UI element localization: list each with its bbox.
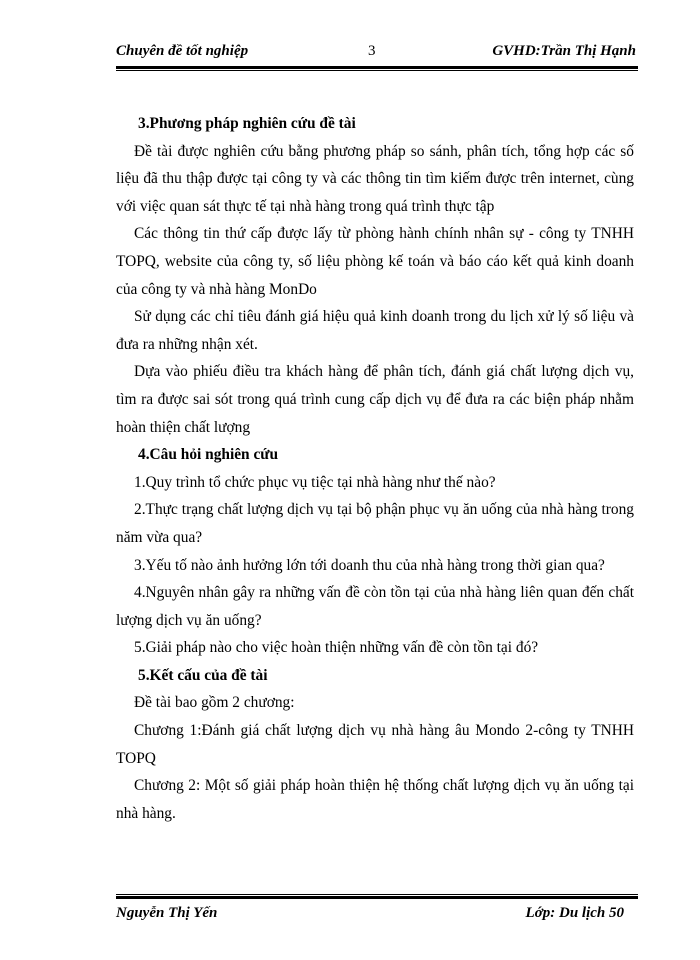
research-question: 3.Yếu tố nào ảnh hưởng lớn tới doanh thu của nhà hàng trong thời gian qua? bbox=[134, 556, 605, 574]
section-3-heading: 3.Phương pháp nghiên cứu đề tài bbox=[138, 115, 356, 132]
section-4-heading: 4.Câu hỏi nghiên cứu bbox=[138, 446, 279, 464]
research-question: 1.Quy trình tổ chức phục vụ tiệc tại nhà hàng như thế nào? bbox=[134, 473, 496, 491]
research-question: 4.Nguyên nhân gây ra những vấn đề còn tồn tại của nhà hàng liên quan đến chất lượng dịch vụ ăn uống? bbox=[116, 584, 634, 629]
paragraph: Dựa vào phiếu điều tra khách hàng để phân tích, đánh giá chất lượng dịch vụ, tìm ra được sai sót trong quá trình cung cấp dịch vụ để đưa ra các biện pháp nhằm hoàn thiện chất lượng bbox=[116, 363, 634, 436]
chapter-2-item: Chương 2: Một số giải pháp hoàn thiện hệ thống chất lượng dịch vụ ăn uống tại nhà hàng. bbox=[116, 777, 634, 822]
header-page-number: 3 bbox=[368, 43, 376, 59]
paragraph: Đề tài được nghiên cứu bằng phương pháp so sánh, phân tích, tổng hợp các số liệu đã thu thập được tại công ty và các thông tin tìm kiếm được trên internet, cùng với việc quan sát thực tế tại nhà hàng trong quá trình thực tập bbox=[116, 142, 634, 215]
paragraph: Sử dụng các chỉ tiêu đánh giá hiệu quả kinh doanh trong du lịch xử lý số liệu và đưa ra những nhận xét. bbox=[116, 308, 634, 353]
header-document-type: Chuyên đề tốt nghiệp bbox=[116, 43, 249, 59]
header-divider bbox=[116, 66, 638, 71]
footer-divider bbox=[116, 894, 638, 899]
footer-author: Nguyễn Thị Yến bbox=[116, 905, 218, 921]
section-5-heading: 5.Kết cấu của đề tài bbox=[138, 666, 268, 684]
paragraph: Đề tài bao gồm 2 chương: bbox=[134, 694, 295, 712]
footer-class: Lớp: Du lịch 50 bbox=[525, 905, 624, 921]
page-footer bbox=[116, 905, 636, 929]
research-question: 5.Giải pháp nào cho việc hoàn thiện những vấn đề còn tồn tại đó? bbox=[134, 639, 539, 657]
paragraph: Các thông tin thứ cấp được lấy từ phòng hành chính nhân sự - công ty TNHH TOPQ, website của công ty, số liệu phòng kế toán và báo cáo kết quả kinh doanh của công ty và nhà hàng MonDo bbox=[116, 225, 634, 298]
research-question: 2.Thực trạng chất lượng dịch vụ tại bộ phận phục vụ ăn uống của nhà hàng trong năm vừa qua? bbox=[116, 501, 634, 546]
header-advisor: GVHD:Trần Thị Hạnh bbox=[492, 43, 636, 59]
page-body bbox=[116, 110, 634, 827]
page-header bbox=[116, 40, 636, 66]
chapter-1-item: Chương 1:Đánh giá chất lượng dịch vụ nhà hàng âu Mondo 2-công ty TNHH TOPQ bbox=[116, 722, 634, 767]
